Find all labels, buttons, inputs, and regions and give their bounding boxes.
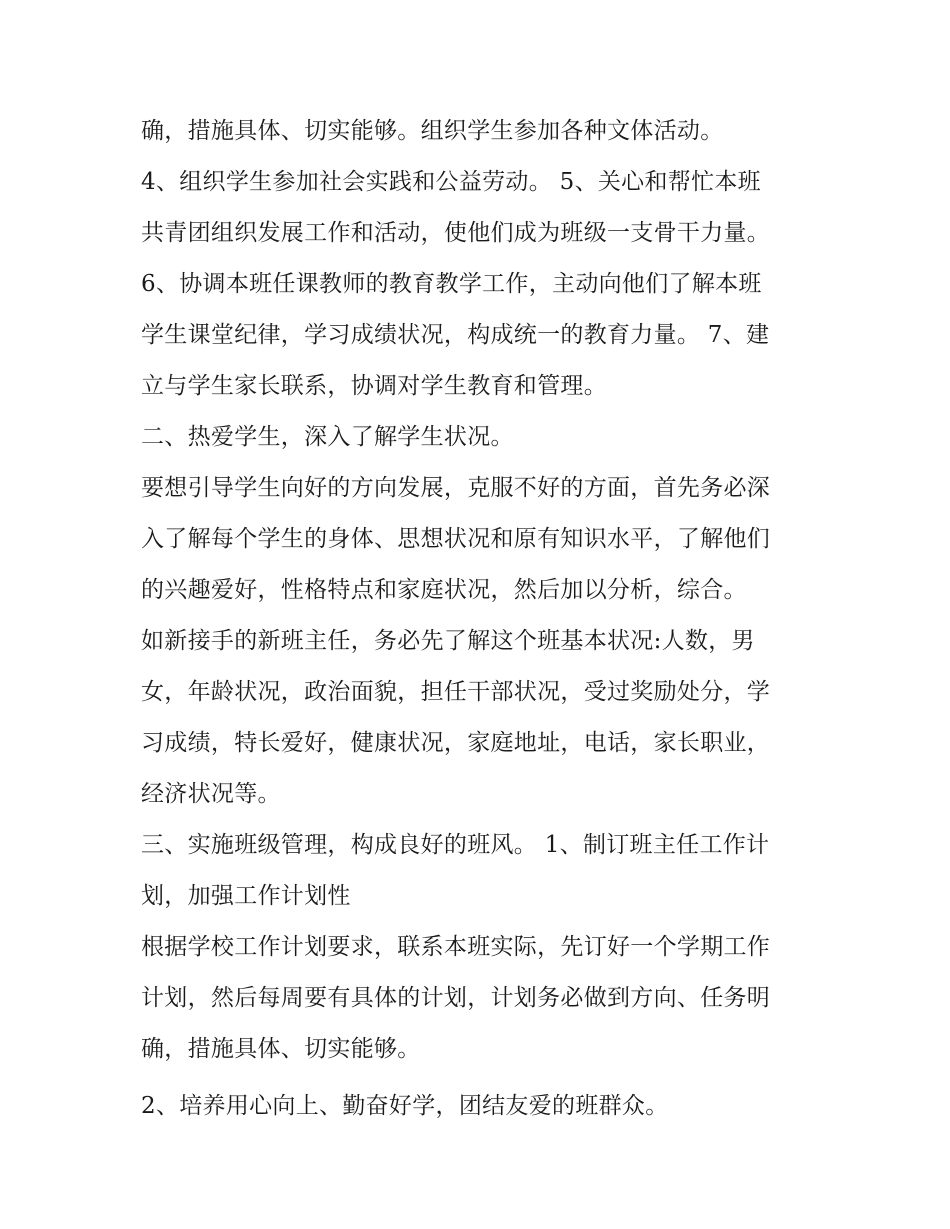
text-line: 划，加强工作计划性 [141,883,351,909]
text-line: 入了解每个学生的身体、思想状况和原有知识水平，了解他们 [141,526,771,552]
text-line: 的兴趣爱好，性格特点和家庭状况，然后加以分析，综合。 [141,577,747,603]
text-line: 经济状况等。 [141,781,281,807]
text-line: 确，措施具体、切实能够。 [141,1036,421,1062]
text-line: 根据学校工作计划要求，联系本班实际，先订好一个学期工作 [141,934,771,960]
text-line: 习成绩，特长爱好，健康状况，家庭地址，电话，家长职业， [141,730,771,756]
document-body [141,106,821,1132]
text-line: 女，年龄状况，政治面貌，担任干部状况，受过奖励处分，学 [141,679,771,705]
text-line: 确，措施具体、切实能够。组织学生参加各种文体活动。 [141,118,724,144]
text-line: 立与学生家长联系，协调对学生教育和管理。 [141,373,607,399]
text-line: 如新接手的新班主任，务必先了解这个班基本状况:人数，男 [141,628,755,654]
text-line: 2、培养用心向上、勤奋好学，团结友爱的班群众。 [141,1093,669,1119]
section-heading: 三、实施班级管理，构成良好的班风。 1、制订班主任工作计 [141,832,770,858]
text-line: 6、协调本班任课教师的教育教学工作，主动向他们了解本班 [141,271,762,297]
text-line: 计划，然后每周要有具体的计划，计划务必做到方向、任务明 [141,985,771,1011]
text-line: 共青团组织发展工作和活动，使他们成为班级一支骨干力量。 [141,220,771,246]
text-line: 要想引导学生向好的方向发展，克服不好的方面，首先务必深 [141,475,771,501]
section-heading: 二、热爱学生，深入了解学生状况。 [141,424,514,450]
text-line: 学生课堂纪律，学习成绩状况，构成统一的教育力量。 7、建 [141,322,770,348]
text-line: 4、组织学生参加社会实践和公益劳动。 5、关心和帮忙本班 [141,169,761,195]
